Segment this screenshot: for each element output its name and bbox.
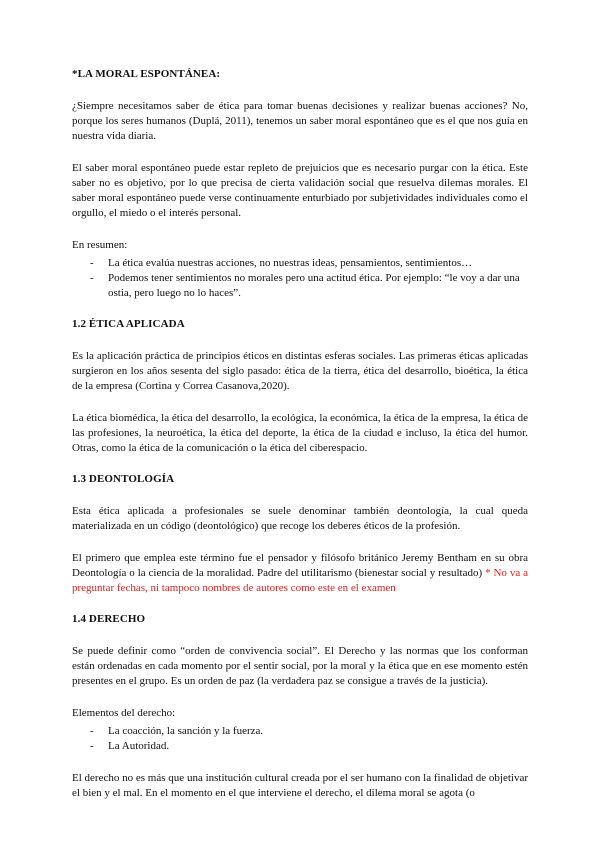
list-item xyxy=(90,271,528,301)
section-title-derecho: 1.4 DERECHO xyxy=(72,613,146,625)
resumen-list xyxy=(72,256,528,301)
paragraph-etica-2: La ética biomédica, la ética del desarrollo, la ecológica, la económica, la ética de la empresa, la ética de las profesiones, la neuroética, la ética del deporte, la ética de la ciudad e incluso, la ética del humor. Otras, como la ética de la comunicación o la ética del ciberespacio. xyxy=(72,412,528,454)
list-item xyxy=(90,739,528,754)
paragraph-moral-1: ¿Siempre necesitamos saber de ética para tomar buenas decisiones y realizar buenas acciones? No, porque los seres humanos (Duplá, 2011), tenemos un saber moral espontáneo que es el que nos guía en nuestra vida diaria. xyxy=(72,100,528,142)
paragraph-derecho-2: El derecho no es más que una institución cultural creada por el ser humano con la finalidad de objetivar el bien y el mal. En el momento en el que interviene el derecho, el dilema moral se agota (o xyxy=(72,772,528,799)
paragraph-deontologia-1: Esta ética aplicada a profesionales se suele denominar también deontología, la cual queda materializada en un código (deontológico) que recoge los deberes éticos de la profesión. xyxy=(72,505,528,532)
bullet-dash: - xyxy=(90,740,94,752)
bullet-dash: - xyxy=(90,272,94,284)
bullet-dash: - xyxy=(90,725,94,737)
paragraph-etica-1: Es la aplicación práctica de principios éticos en distintas esferas sociales. Las primeras éticas aplicadas surgieron en los años sesenta del siglo pasado: ética de la tierra, ética del desarrollo, bioética, la ética de la empresa (Cortina y Correa Casanova,2020). xyxy=(72,350,528,392)
list-item-text: Podemos tener sentimientos no morales pero una actitud ética. Por ejemplo: “le voy a dar una ostia, pero luego no lo haces”. xyxy=(108,272,520,299)
section-title-moral-espontanea: *LA MORAL ESPONTÁNEA: xyxy=(72,68,221,80)
list-item xyxy=(90,256,528,271)
bullet-dash: - xyxy=(90,257,94,269)
list-item-text: La coacción, la sanción y la fuerza. xyxy=(108,725,264,737)
paragraph-derecho-1: Se puede definir como “orden de convivencia social”. El Derecho y las normas que los conforman están ordenadas en cada momento por el sentir social, por la moral y la ética que en ese momento estén presentes en el grupo. Es un orden de paz (la verdadera paz se consigue a través de la justicia). xyxy=(72,645,528,687)
section-title-deontologia: 1.3 DEONTOLOGÍA xyxy=(72,473,175,485)
list-item-text: La Autoridad. xyxy=(108,740,170,752)
elementos-list xyxy=(72,724,528,754)
exam-note: * No va a preguntar fechas, ni tampoco nombres de autores como este en el examen xyxy=(72,567,528,594)
elementos-intro: Elementos del derecho: xyxy=(72,707,176,719)
paragraph-deontologia-2-text: El primero que emplea este término fue el pensador y filósofo británico Jeremy Bentham en su obra Deontología o la ciencia de la moralidad. Padre del utilitarismo (bienestar social y resultado) xyxy=(72,552,528,579)
list-item-text: La ética evalúa nuestras acciones, no nuestras ideas, pensamientos, sentimientos… xyxy=(108,257,473,269)
list-item xyxy=(90,724,528,739)
section-title-etica-aplicada: 1.2 ÉTICA APLICADA xyxy=(72,318,185,330)
paragraph-moral-2: El saber moral espontáneo puede estar repleto de prejuicios que es necesario purgar con la ética. Este saber no es objetivo, por lo que precisa de cierta validación social que resuelva dilemas morales. El saber moral espontáneo puede verse continuamente enturbiado por subjetividades individuales como el orgullo, el miedo o el interés personal. xyxy=(72,162,528,219)
resumen-intro: En resumen: xyxy=(72,239,128,251)
paragraph-deontologia-2 xyxy=(72,551,528,596)
